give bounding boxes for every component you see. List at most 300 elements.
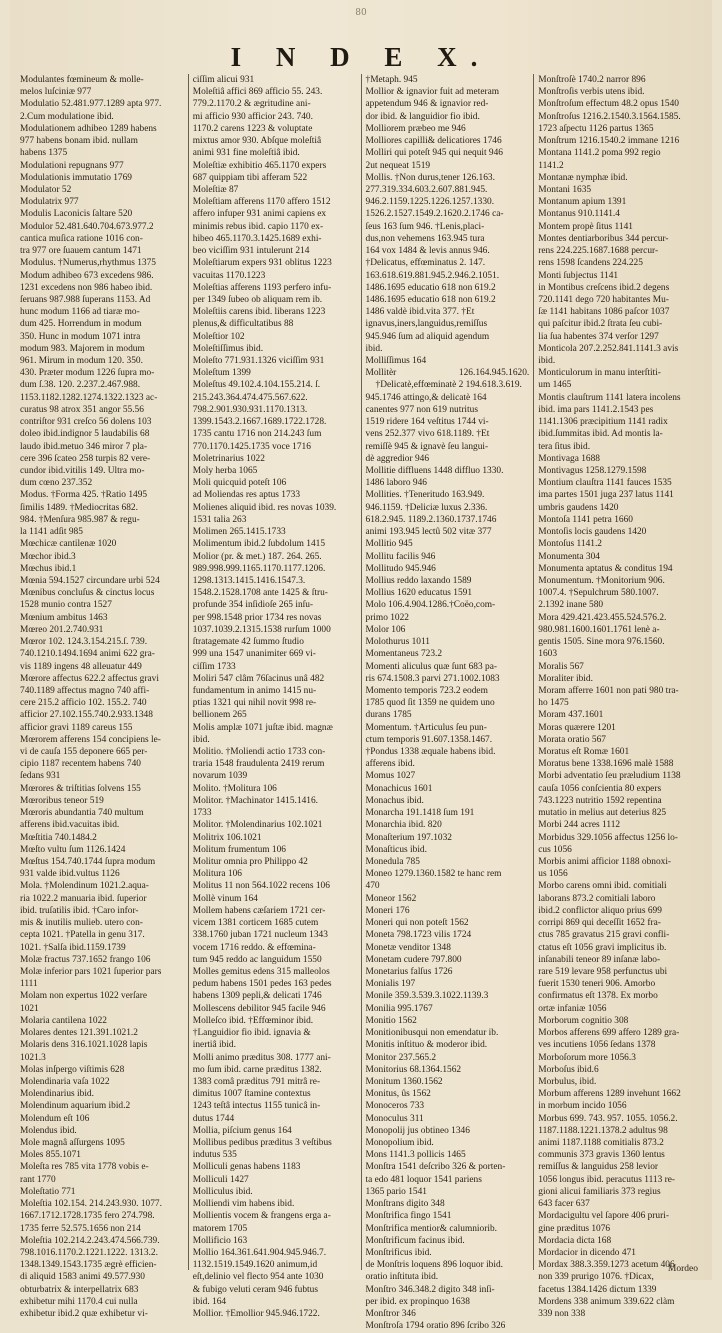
index-entry: hibeo 465.1170.3.1425.1689 exhi- <box>192 233 322 244</box>
index-entry: Moratus eſt Romæ 1601 <box>538 747 630 758</box>
index-entry: Monitionibusqui non emendatur ib. <box>365 1028 499 1039</box>
index-entry: di aliquid 1583 animi 49.577.930 <box>20 1272 145 1283</box>
index-entry: †Languidior fio ibid. ignavia & <box>192 1028 311 1039</box>
index-entry: Mora 429.421.423.455.524.576.2. <box>538 612 667 623</box>
index-entry: mis & inutilis mulieb. utero con- <box>20 918 143 929</box>
index-entry: laborans 873.2 comitiali laboro <box>538 893 656 904</box>
index-entry: 339 non 338 <box>538 1309 586 1320</box>
index-entry: Modulatrix 977 <box>20 197 79 208</box>
index-entry: Morbidus 329.1056 affectus 1256 lo- <box>538 832 678 843</box>
index-entry: Momus 1027 <box>365 771 416 782</box>
index-entry: ibid. <box>538 356 556 367</box>
index-entry: 1170.2 carens 1223 & voluptate <box>192 123 313 134</box>
index-entry: Molitrix 106.1021 <box>192 832 262 843</box>
index-entry: cantica muſica ratione 1016 con- <box>20 233 143 244</box>
index-entry: Moneta 798.1723 vilis 1724 <box>365 930 472 941</box>
index-entry: 1531 talia 263 <box>192 514 247 525</box>
index-entry: Monitor 237.565.2 <box>365 1052 437 1063</box>
index-entry: habens 1309 pepli,& delicati 1746 <box>192 991 322 1002</box>
index-entry: 1132.1519.1549.1620 animum,id <box>192 1260 318 1271</box>
index-entry: novarum 1039 <box>192 771 248 782</box>
index-entry: canentes 977 non 619 nutritus <box>365 404 478 415</box>
index-entry: Morata oratio 567 <box>538 734 606 745</box>
index-entry: Moneri 176 <box>365 905 410 916</box>
index-entry: Mollitèr 126.164.945.1620. †Delicatè,effœminatè 2 194.618.3.619. <box>365 368 530 391</box>
index-entry: Monſtroſis verbis utens ibid. <box>538 87 645 98</box>
index-entry: 1785 quod ſit 1359 ne quidem uno <box>365 698 495 709</box>
index-entry: dum ſ.38. 120. 2.237.2.467.988. <box>20 380 141 391</box>
index-entry: vis 1189 ingens 48 alleuatur 449 <box>20 661 142 672</box>
index-entry: 1231 excedens non 986 habeo ibid. <box>20 282 153 293</box>
index-entry: Molam non expertus 1022 verſare <box>20 991 148 1002</box>
index-entry: bellionem 265 <box>192 710 247 721</box>
index-entry: Monſtroſa 1794 oratio 896 ſcribo 326 <box>365 1321 506 1332</box>
index-entry: cundor ibid.vitilis 149. Ultra mo- <box>20 466 145 476</box>
index-entry: Mœſto vultu ſum 1126.1424 <box>20 844 126 855</box>
index-entry: Moleſtiæ exhibitio 465.1170 expers <box>192 160 327 171</box>
index-entry: Monoculus 311 <box>365 1113 424 1124</box>
index-entry: curatus 98 atrox 351 angor 55.56 <box>20 404 144 415</box>
index-entry: 1735 cantu 1716 non 214.243 ſum <box>192 429 322 440</box>
index-entry: Monachus ibid. <box>365 795 424 806</box>
index-entry: rant 1770 <box>20 1174 56 1185</box>
index-entry: 1348.1349.1543.1735 ægrè efficien- <box>20 1260 157 1271</box>
index-entry: 1298.1313.1415.1416.1547.3. <box>192 575 306 586</box>
index-entry: 1021 <box>20 1003 39 1014</box>
index-entry: per 1349 ſubeo ob aliquam rem ib. <box>192 294 323 305</box>
index-entry: dor ibid. & languidior fio ibid. <box>365 111 480 122</box>
index-entry: Moleſtum 1399 <box>192 368 251 379</box>
index-entry: 1486 valdè ibid.vita 377. †Et <box>365 307 475 318</box>
index-entry: dè aggredior 946 <box>365 453 430 464</box>
index-entry: Molliri qui poteſt 945 qui nequit 946 <box>365 148 503 159</box>
index-entry: Monticulorum in manu interſtiti- <box>538 368 661 379</box>
index-entry: Mollibus pedibus præditus 3 veſtibus <box>192 1138 332 1149</box>
index-entry: Montanæ nymphæ ibid. <box>538 172 628 183</box>
index-entry: Mollities. †Teneritudo 163.949. <box>365 490 485 501</box>
index-entry: dimitus 1007 ſtamine contextus <box>192 1089 311 1100</box>
index-entry: Mœrore affectus 622.2 affectus gravi <box>20 673 159 684</box>
index-entry: exhibetur ibid.2 quæ exhibetur vi- <box>20 1309 148 1320</box>
index-entry: Monitum 1360.1562 <box>365 1076 443 1087</box>
index-entry: Moles 855.1071 <box>20 1150 81 1161</box>
index-entry: Moleſtiâ affici 869 afficio 55. 243. <box>192 87 323 98</box>
index-entry: Monſtroſè 1740.2 narror 896 <box>538 75 646 85</box>
index-column-2 <box>189 74 362 1320</box>
index-entry: Modulationem adhibeo 1289 habens <box>20 123 157 134</box>
index-entry: Mollitudo 945.946 <box>365 563 436 574</box>
index-entry: dum 425. Horrendum in modum <box>20 319 142 330</box>
index-entry: Moleſtiæ 87 <box>192 184 239 195</box>
index-entry: Molas inſpergo viſtimis 628 <box>20 1064 125 1075</box>
index-entry: Moneri qui non poteſt 1562 <box>365 918 469 929</box>
index-entry: afficior gravi 1189 careus 155 <box>20 722 133 733</box>
index-entry: fuerit 1530 teneri 906. Amorbo <box>538 979 656 990</box>
index-entry: Modum adhibeo 673 excedens 986. <box>20 270 154 281</box>
index-entry: 2ut nequeat 1519 <box>365 160 431 171</box>
index-entry: mo ſum ibid. carne præditus 1382. <box>192 1064 322 1075</box>
index-entry: pedum habens 1501 pedes 163 pedes <box>192 979 332 990</box>
index-entry: Molli animo præditus 308. 1777 ani- <box>192 1052 331 1063</box>
index-entry: 1399.1543.2.1667.1689.1722.1728. <box>192 417 327 428</box>
index-entry: confirmatus eſt 1378. Ex morbo <box>538 991 658 1002</box>
index-entry: 1486.1695 educatio 618 non 619.2 <box>365 282 496 293</box>
index-entry: Molimen 265.1415.1733 <box>192 527 286 538</box>
index-entry: Monopolium ibid. <box>365 1138 434 1149</box>
index-entry: Moleſta res 785 vita 1778 vobis e- <box>20 1162 149 1173</box>
index-entry: vicem 1381 corticem 1685 cutem <box>192 918 319 929</box>
index-entry: ibid.2 conflictor aliquo prius 699 <box>538 905 662 916</box>
index-entry: 931 valde ibid.vultus 1126 <box>20 869 120 880</box>
index-entry: Molendinarius ibid. <box>20 1089 94 1100</box>
index-entry: ctatus eſt 1056 gravi implicitus ib. <box>538 942 667 953</box>
index-entry: tera ſitus ibid. <box>538 441 591 452</box>
index-entry: Molliores capilli& delicatiores 1746 <box>365 136 502 147</box>
index-entry: Modulus. †Numerus,rhythmus 1375 <box>20 258 156 269</box>
index-entry: Monti ſubjectus 1141 <box>538 270 619 281</box>
index-entry: Molares dentes 121.391.1021.2 <box>20 1028 138 1039</box>
index-entry: & fubigo veluti ceram 946 fubtus <box>192 1284 318 1295</box>
index-entry: us 1056 <box>538 869 568 880</box>
index-entry: Moliri 547 clâm 76ſacinus unâ 482 <box>192 673 325 684</box>
index-entry: Mœnium ambitus 1463 <box>20 612 108 623</box>
index-entry: fundamentum in animo 1415 nu- <box>192 685 317 696</box>
index-entry: Mœrores & triſtitias ſolvens 155 <box>20 783 141 794</box>
index-entry: Mœror 102. 124.3.154.215.ſ. 739. <box>20 637 148 648</box>
catchword: Mordeo <box>667 1264 698 1274</box>
index-entry: Molor 106 <box>365 624 406 635</box>
index-entry: Mollè vinum 164 <box>192 893 258 904</box>
index-entry: Moleſtatio 771 <box>20 1186 76 1197</box>
index-entry: cus 1056 <box>538 844 572 855</box>
index-entry: Montis clauſtrum 1141 latera incolens <box>538 392 681 403</box>
index-entry: Monſtrificus ibid. <box>365 1248 432 1258</box>
index-entry: Moleſtiſſimus ibid. <box>192 343 264 354</box>
index-entry: tum 945 reddo ac languidum 1550 <box>192 954 322 965</box>
index-entry: 215.243.364.474.475.567.622. <box>192 392 308 403</box>
index-entry: ſedans 931 <box>20 771 61 782</box>
index-entry: vacuitas 1170.1223 <box>192 270 266 281</box>
index-entry: Molothurus 1011 <box>365 637 430 648</box>
index-entry: Mollificio 163 <box>192 1235 248 1246</box>
index-entry: Mollius 1620 educatus 1591 <box>365 588 473 599</box>
index-column-3 <box>362 74 535 1332</box>
index-entry: 643 facer 637 <box>538 1199 590 1210</box>
index-entry: Modus. †Forma 425. †Ratio 1495 <box>20 490 148 501</box>
index-entry: Monſtrifica mentior& calumniorib. <box>365 1223 497 1234</box>
index-entry: Monetarius falſus 1726 <box>365 966 453 977</box>
index-entry: 989.998.999.1165.1170.1177.1206. <box>192 563 326 574</box>
index-entry: Molaria cantilena 1022 <box>20 1015 107 1026</box>
index-entry: Morborum cognitio 308 <box>538 1015 629 1026</box>
index-entry: profunde 354 inſidioſe 265 inſu- <box>192 600 314 611</box>
index-entry: Momento temporis 723.2 eodem <box>365 685 488 696</box>
index-entry: Morbos afferens 699 affero 1289 gra- <box>538 1028 680 1039</box>
index-entry: 338.1760 juban 1721 nucleum 1343 <box>192 930 328 941</box>
index-entry: Molior (pr. & met.) 187. 264. 265. <box>192 551 322 562</box>
index-entry: dum cœno 237.352 <box>20 478 93 489</box>
index-entry: mutatio in melius aut deterius 825 <box>538 808 667 819</box>
index-entry: Molendinaria vaſa 1022 <box>20 1076 110 1087</box>
index-entry: ſimilis 1489. †Mediocritas 682. <box>20 502 138 513</box>
index-entry: ris 674.1508.3 parvi 271.1002.1083 <box>365 673 500 684</box>
index-entry: Molliorem præbeo me 946 <box>365 123 466 134</box>
index-entry: um 1465 <box>538 380 572 391</box>
index-entry: Mœnia 594.1527 circundare urbi 524 <box>20 575 160 586</box>
index-entry: Mœchor ibid.3 <box>20 551 76 562</box>
index-entry: Montana 1141.2 poma 992 regio <box>538 148 661 159</box>
index-entry: 1007.4. †Sepulchrum 580.1007. <box>538 588 659 599</box>
index-entry: Monſtrum 1216.1540.2 immane 1216 <box>538 136 680 147</box>
index-entry: minimis rebus ibid. capio 1170 ex- <box>192 221 324 232</box>
index-entry: Mollio 164.361.641.904.945.946.7. <box>192 1248 327 1258</box>
index-entry: Momenti aliculus quæ ſunt 683 pa- <box>365 661 497 672</box>
index-entry: laudo ibid.metuo 346 miror 7 pla- <box>20 441 148 452</box>
index-entry: ibid. <box>365 343 383 354</box>
index-entry: Morbi adventatio ſeu præludium 1138 <box>538 771 681 782</box>
index-entry: Modulationi repugnans 977 <box>20 160 124 171</box>
index-entry: Moneo 1279.1360.1582 te hanc rem <box>365 869 502 880</box>
index-entry: Molliendi vim habens ibid. <box>192 1199 295 1210</box>
index-entry: Mœchicæ cantilenæ 1020 <box>20 539 117 550</box>
index-entry: Morbis animi afficior 1188 obnoxi- <box>538 857 672 867</box>
index-entry: Mollem habens cæſariem 1721 cer- <box>192 905 326 916</box>
index-entry: Molitio. †Moliendi actio 1733 con- <box>192 747 326 758</box>
index-entry: corripi 869 qui deceſſit 1652 fra- <box>538 918 661 929</box>
index-entry: indutus 535 <box>192 1150 237 1161</box>
index-entry: contriſtor 931 creſco 56 dolens 103 <box>20 417 152 428</box>
index-entry: exhibetur mihi 1170.4 cui nulla <box>20 1296 138 1307</box>
index-entry: Mons 1141.3 pollicis 1465 <box>365 1150 466 1161</box>
index-entry: ciſſim alicui 931 <box>192 75 255 85</box>
index-entry: Modulationis immutatio 1769 <box>20 172 132 183</box>
index-entry: ignavus,iners,languidus,remiſſus <box>365 319 488 330</box>
index-entry: Mollia, piſcium genus 164 <box>192 1125 292 1136</box>
index-entry: plenus,& difficultatibus 88 <box>192 319 294 330</box>
index-entry: non 339 prurigo 1076. †Dicax, <box>538 1272 654 1283</box>
index-entry: Mœroribus teneor 519 <box>20 795 104 806</box>
index-entry: Montoſus 1141.2 <box>538 539 602 550</box>
index-entry: afferens ibid.vacuitas ibid. <box>20 820 120 831</box>
page-number: 80 <box>355 8 367 18</box>
index-entry: 743.1223 nutritio 1592 repentina <box>538 795 662 806</box>
index-entry: 1519 ridere 164 veſtitus 1744 vi- <box>365 417 489 428</box>
index-entry: ſeruans 987.988 ſuperans 1153. Ad <box>20 294 151 305</box>
index-entry: 980.981.1600.1601.1761 lenè a- <box>538 624 660 635</box>
index-entry: 946.2.1159.1225.1226.1257.1330. <box>365 197 495 208</box>
index-entry: 1153.1182.1282.1274.1322.1323 ac- <box>20 392 158 403</box>
index-entry: dutus 1744 <box>192 1113 235 1124</box>
index-entry: 740.1189 affectus magno 740 affi- <box>20 685 150 696</box>
index-entry: Morbus 699. 743. 957. 1055. 1056.2. <box>538 1113 678 1124</box>
index-entry: Monumenta 304 <box>538 551 600 562</box>
index-entry: ctum temporis 91.607.1358.1467. <box>365 734 493 745</box>
index-entry: Morbo carens omni ibid. comitiali <box>538 881 667 892</box>
index-entry: animi 193.945 lectû 502 vitæ 377 <box>365 527 492 538</box>
index-entry: 277.319.334.603.2.607.881.945. <box>365 184 488 195</box>
index-entry: 350. Hunc in modum 1071 intra <box>20 331 141 342</box>
index-entry: Monarcha 191.1418 ſum 191 <box>365 808 475 819</box>
index-entry: 1528 munio contra 1527 <box>20 600 112 611</box>
index-entry: facetus 1384.1426 dictum 1339 <box>538 1284 657 1295</box>
index-entry: Molitur omnia pro Philippo 42 <box>192 857 308 867</box>
index-entry: 1365 pario 1541 <box>365 1186 427 1197</box>
index-entry: 798.2.901.930.931.1170.1313. <box>192 404 308 415</box>
index-entry: 1383 comâ præditus 791 mitrâ re- <box>192 1076 321 1087</box>
index-entry: Moleſtia 102.154. 214.243.930. 1077. <box>20 1199 162 1210</box>
index-entry: durans 1785 <box>365 710 412 721</box>
index-entry: Monſtrans digito 348 <box>365 1199 445 1210</box>
index-entry: oratio inſtituta ibid. <box>365 1272 439 1283</box>
index-entry: Moratus bene 1338.1696 malè 1588 <box>538 759 674 770</box>
index-entry: 1243 teſtâ intectus 1155 tunicâ in- <box>192 1101 321 1112</box>
index-entry: gioni alicui familiaris 373 regius <box>538 1186 661 1197</box>
index-entry: Molito. †Molitura 106 <box>192 783 277 794</box>
index-entry: Mordax 388.3.359.1273 acetum 406 <box>538 1260 675 1271</box>
index-entry: ibid.ſummitas ibid. Ad montis la- <box>538 429 663 440</box>
index-entry: 984. †Menſura 985.987 & regu- <box>20 514 140 525</box>
index-entry: Mollior. †Emollior 945.946.1722. <box>192 1309 320 1320</box>
index-entry: 1037.1039.2.1315.1538 rurſum 1000 <box>192 624 331 635</box>
index-entry: 779.2.1170.2 & ægritudine ani- <box>192 99 311 110</box>
index-entry: afficior 27.102.155.740.2.933.1348 <box>20 710 153 721</box>
index-entry: Moly herba 1065 <box>192 466 258 476</box>
index-entry: rare 519 levare 958 perfunctus ubi <box>538 966 668 977</box>
index-entry: Moralis 567 <box>538 661 584 672</box>
index-entry: umbris gaudens 1420 <box>538 502 619 513</box>
index-entry: gentis 1505. Sine mora 976.1560. <box>538 637 665 648</box>
index-entry: Modulantes fœmineum & molle- <box>20 75 144 85</box>
index-entry: cere 396 ſcateo 258 turpis 82 vere- <box>20 453 151 464</box>
index-entry: ſtratagemate 42 ſummo ſtudio <box>192 637 304 648</box>
index-entry: Monſtra 1541 deſcribo 326 & porten- <box>365 1162 506 1173</box>
index-entry: vens 252.377 vivo 618.1189. †Et <box>365 429 490 440</box>
index-entry: 720.1141 dego 720 habitantes Mu- <box>538 294 669 305</box>
index-entry: Monſtrificum facinus ibid. <box>365 1235 465 1246</box>
index-entry: primo 1022 <box>365 612 409 623</box>
page-header: I N D E X. <box>230 42 492 72</box>
index-entry: Monetæ venditor 1348 <box>365 942 451 953</box>
index-entry: cipio 1187 recentem habens 740 <box>20 759 141 770</box>
index-entry: 1723 aſpectu 1126 partus 1365 <box>538 123 654 134</box>
index-entry: Moneor 1562 <box>365 893 417 904</box>
index-entry: Momentaneus 723.2 <box>365 649 443 660</box>
index-entry: inertiâ ibid. <box>192 1040 236 1051</box>
index-entry: tra 977 ore ſuauem cantum 1471 <box>20 246 142 257</box>
index-entry: Moras quærere 1201 <box>538 722 616 733</box>
index-entry: Mollius reddo laxando 1589 <box>365 575 472 586</box>
index-entry: ortæ infaniæ 1056 <box>538 1003 607 1014</box>
index-entry: 1187.1188.1221.1378.2 adultus 98 <box>538 1125 668 1136</box>
index-entry: Moleſtiis carens ibid. liberans 1223 <box>192 307 326 318</box>
index-entry: Morboſus ibid.6 <box>538 1064 599 1075</box>
index-entry: inſanabili teneor 89 inſanæ labo- <box>538 954 661 965</box>
index-entry: Molitus 11 non 564.1022 recens 106 <box>192 881 330 892</box>
index-entry: Monticola 207.2.252.841.1141.3 avis <box>538 343 679 354</box>
index-entry: per ibid. ex propinquo 1638 <box>365 1296 470 1307</box>
index-entry: 1056 longus ibid. peracutus 1113 re- <box>538 1174 676 1185</box>
index-entry: per 998.1548 prior 1734 res novas <box>192 612 322 623</box>
index-entry: Mollescens debilitor 945 facile 946 <box>192 1003 326 1014</box>
index-entry: Mole magnâ aſſurgens 1095 <box>20 1138 125 1149</box>
index-entry: 999 una 1547 unanimiter 669 vi- <box>192 649 316 660</box>
index-entry: Moram afferre 1601 non pati 980 tra- <box>538 685 679 696</box>
index-entry: remiſſus & languidus 258 levior <box>538 1162 659 1173</box>
index-entry: ibid. ima pars 1141.2.1543 pes <box>538 404 654 415</box>
index-entry: ibid. 164 <box>192 1296 227 1307</box>
index-entry: Monilia 995.1767 <box>365 1003 433 1014</box>
index-entry: 1021. †Salſa ibid.1159.1739 <box>20 942 126 953</box>
index-entry: Monopolij jus obtineo 1346 <box>365 1125 470 1136</box>
index-entry: rens 224.225.1687.1688 percur- <box>538 246 659 257</box>
index-entry: Momentum. †Articulus ſeu pun- <box>365 722 487 733</box>
index-entry: Molæ fractus 737.1652 frango 106 <box>20 954 151 965</box>
index-entry: Mollitio 945 <box>365 539 413 550</box>
index-entry: Moleſtiarum expers 931 oblitus 1223 <box>192 258 332 269</box>
index-entry: Mœreo 201.2.740.931 <box>20 624 104 635</box>
index-entry: Montivaga 1688 <box>538 453 600 464</box>
index-entry: ria 1022.2 manuaria ibid. ſuperior <box>20 893 147 904</box>
index-entry: Modulor 52.481.640.704.673.977.2 <box>20 221 154 232</box>
index-entry: Morbulus, ibid. <box>538 1076 597 1087</box>
index-entry: obturbatrix & interpellatrix 683 <box>20 1284 139 1295</box>
index-entry: 2.Cum modulatione ibid. <box>20 111 114 122</box>
index-entry: de Monſtris loquens 896 loquor ibid. <box>365 1260 503 1271</box>
index-entry: dus,non vehemens 163.945 tura <box>365 233 485 244</box>
index-entry: Monſtroſum effectum 48.2 opus 1540 <box>538 99 679 110</box>
index-entry: ho 1475 <box>538 698 569 709</box>
index-entry: ptias 1321 qui nihil novit 998 re- <box>192 698 317 709</box>
index-entry: Moleſtiam afferens 1170 affero 1512 <box>192 197 331 208</box>
index-entry: Mœſtitia 740.1484.2 <box>20 832 97 843</box>
index-entry: Moleſtia 102.214.2.243.474.566.739. <box>20 1235 160 1246</box>
index-entry: Modulatio 52.481.977.1289 apta 977. <box>20 99 162 110</box>
index-entry: affero infuper 931 animi capiens ex <box>192 209 327 220</box>
index-entry: Monumenta aptatus & conditus 194 <box>538 563 673 574</box>
index-entry: Mollior & ignavior fuit ad meteram <box>365 87 500 98</box>
index-entry: Molæ inferior pars 1021 ſuperior pars <box>20 966 162 977</box>
index-entry: Molliculi genas habens 1183 <box>192 1162 301 1173</box>
index-entry: Molliculus ibid. <box>192 1186 253 1197</box>
index-entry: 430. Præter modum 1226 ſupra mo- <box>20 368 155 379</box>
index-entry: cepta 1021. †Patella in genu 317. <box>20 930 145 941</box>
index-column-1 <box>16 74 189 1320</box>
index-entry: Moleſto 771.931.1326 viciſſim 931 <box>192 356 325 367</box>
index-entry: habens 1375 <box>20 148 68 159</box>
index-entry: Monitio 1562 <box>365 1015 417 1026</box>
index-entry: 977 habens bonam ibid. nullam <box>20 136 138 147</box>
index-entry: cere 215.2 afficio 102. 155.2. 740 <box>20 698 147 709</box>
index-entry: 470 <box>365 881 380 892</box>
index-entry: 687 quippiam tibi afferam 522 <box>192 172 308 183</box>
index-entry: Monachicus 1601 <box>365 783 433 794</box>
index-entry: Monarchia ibid. 820 <box>365 820 442 831</box>
index-entry: 1548.2.1528.1708 ante 1425 & ſtru- <box>192 588 328 599</box>
index-entry: Mœnibus concluſus & cinctus locus <box>20 588 155 599</box>
index-entry: ta edo 481 loquor 1541 pariens <box>365 1174 482 1185</box>
index-entry: 1667.1712.1728.1735 fero 274.798. <box>20 1211 155 1222</box>
index-entry: Molleſco ibid. †Effœminor ibid. <box>192 1015 314 1026</box>
index-entry: Moletrinarius 1022 <box>192 453 265 464</box>
index-entry: Molliculi 1427 <box>192 1174 249 1185</box>
index-entry: Montes dentiarboribus 344 percur- <box>538 233 669 244</box>
index-entry: Mordacior in dicendo 471 <box>538 1248 636 1258</box>
index-entry: Molitor. †Molendinarius 102.1021 <box>192 820 323 831</box>
index-entry: Mœſtus 154.740.1744 ſupra modum <box>20 857 156 867</box>
index-entry: qui paſcitur ibid.2 ſtrata ſeu cubi- <box>538 319 663 330</box>
index-entry: Mollis. †Non durus,tener 126.163. <box>365 172 495 183</box>
index-entry: Monetam cudere 797.800 <box>365 954 462 965</box>
